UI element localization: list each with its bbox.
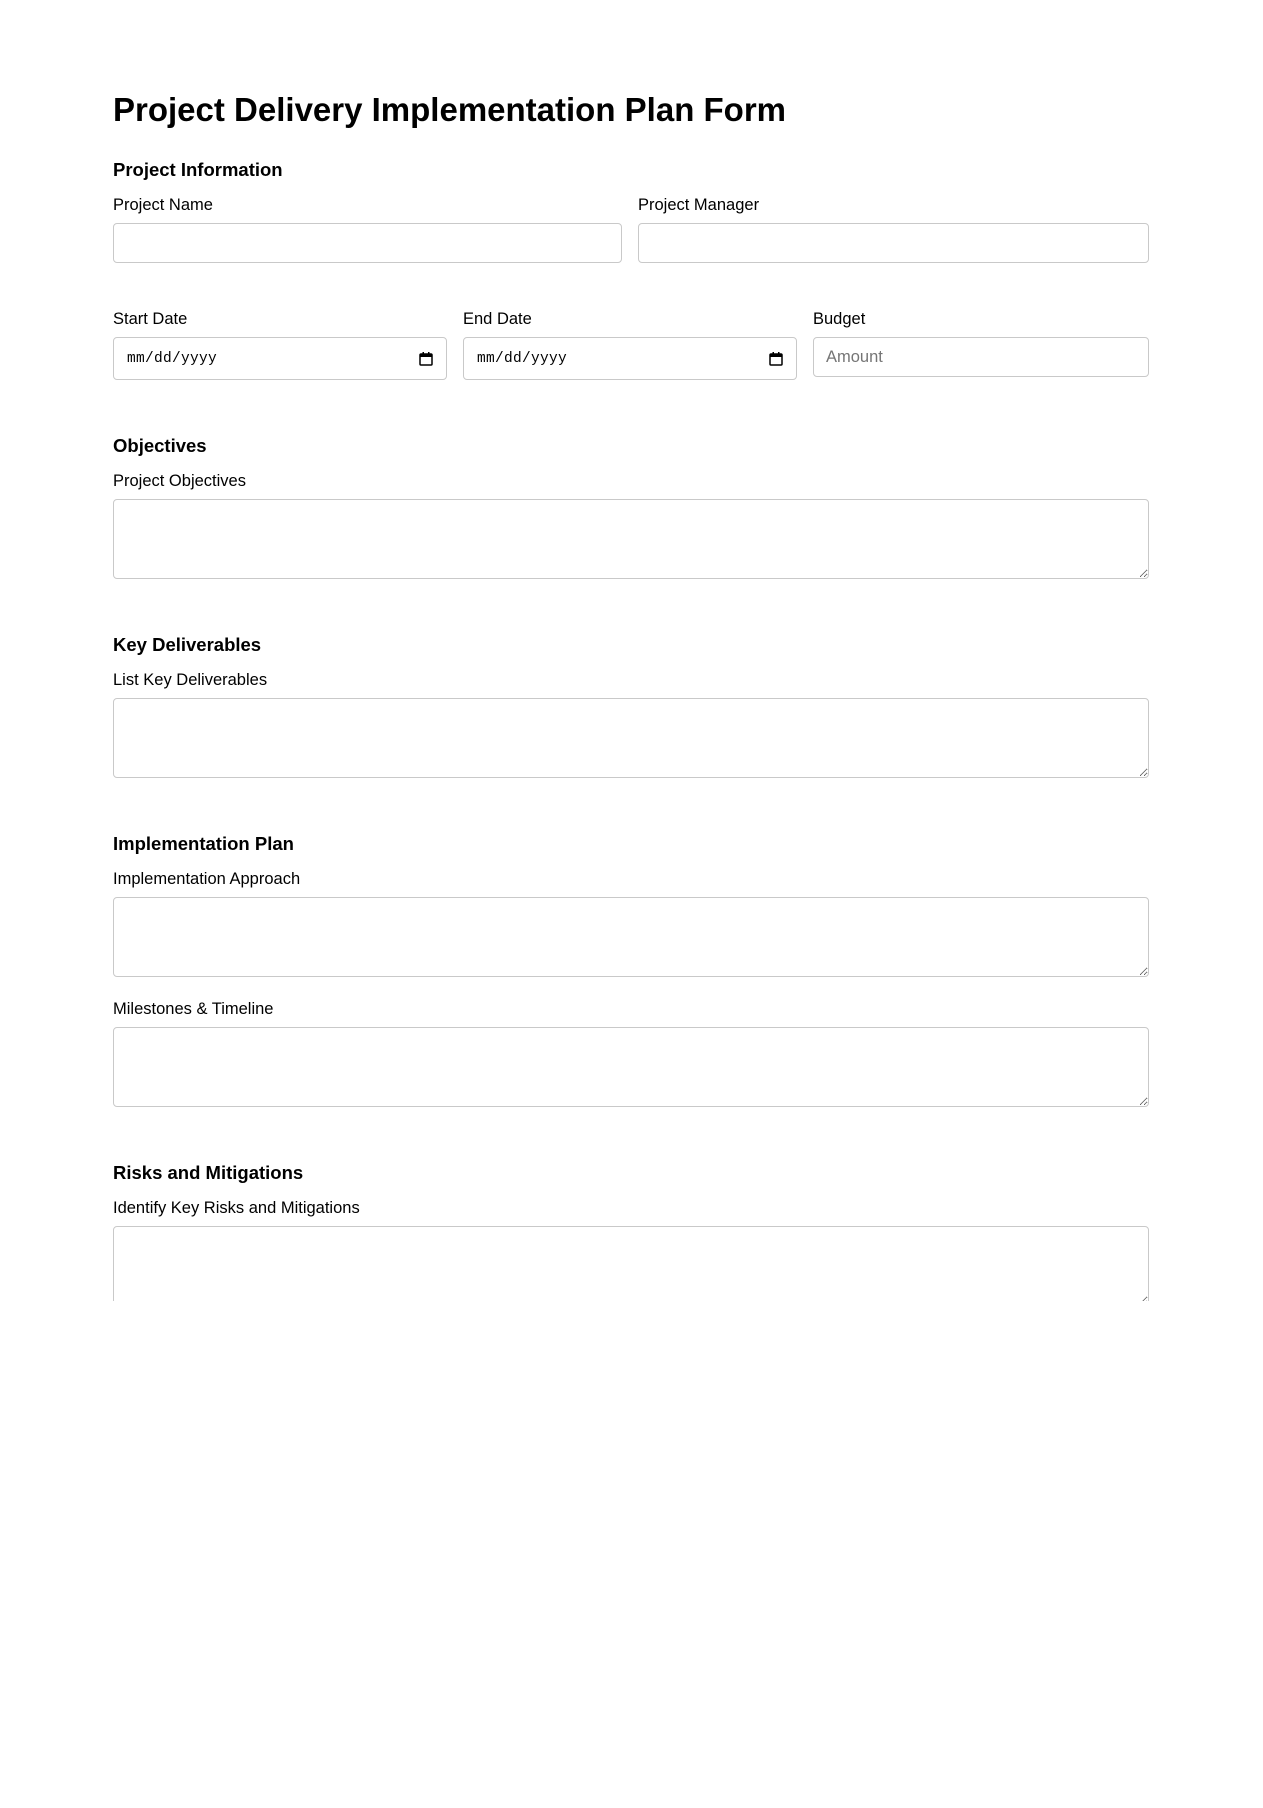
page-title: Project Delivery Implementation Plan Form	[113, 91, 787, 128]
section-heading-objectives: Objectives	[113, 435, 207, 456]
start-date-label: Start Date	[113, 310, 188, 328]
project-objectives-textarea[interactable]	[113, 499, 1149, 579]
start-date-input[interactable]	[113, 337, 447, 380]
milestones-timeline-textarea[interactable]	[113, 1027, 1149, 1107]
section-heading-risks-and-mitigations: Risks and Mitigations	[113, 1162, 304, 1183]
project-manager-input[interactable]	[638, 223, 1149, 263]
project-manager-label: Project Manager	[638, 196, 760, 214]
end-date-input[interactable]	[463, 337, 797, 380]
implementation-approach-textarea[interactable]	[113, 897, 1149, 977]
section-heading-project-information: Project Information	[113, 159, 283, 180]
risks-mitigations-label: Identify Key Risks and Mitigations	[113, 1199, 360, 1217]
project-objectives-label: Project Objectives	[113, 472, 246, 490]
key-deliverables-label: List Key Deliverables	[113, 671, 268, 689]
implementation-approach-label: Implementation Approach	[113, 870, 301, 888]
risks-mitigations-textarea[interactable]	[113, 1226, 1149, 1301]
section-heading-implementation-plan: Implementation Plan	[113, 833, 294, 854]
calendar-icon[interactable]	[768, 351, 784, 367]
end-date-label: End Date	[463, 310, 532, 328]
milestones-timeline-label: Milestones & Timeline	[113, 1000, 274, 1018]
section-heading-key-deliverables: Key Deliverables	[113, 634, 262, 655]
project-name-input[interactable]	[113, 223, 622, 263]
project-name-label: Project Name	[113, 196, 213, 214]
end-date-placeholder: mm/dd/yyyy	[477, 350, 568, 367]
budget-label: Budget	[813, 310, 866, 328]
calendar-icon[interactable]	[418, 351, 434, 367]
key-deliverables-textarea[interactable]	[113, 698, 1149, 778]
start-date-placeholder: mm/dd/yyyy	[127, 350, 218, 367]
budget-input[interactable]	[813, 337, 1149, 377]
